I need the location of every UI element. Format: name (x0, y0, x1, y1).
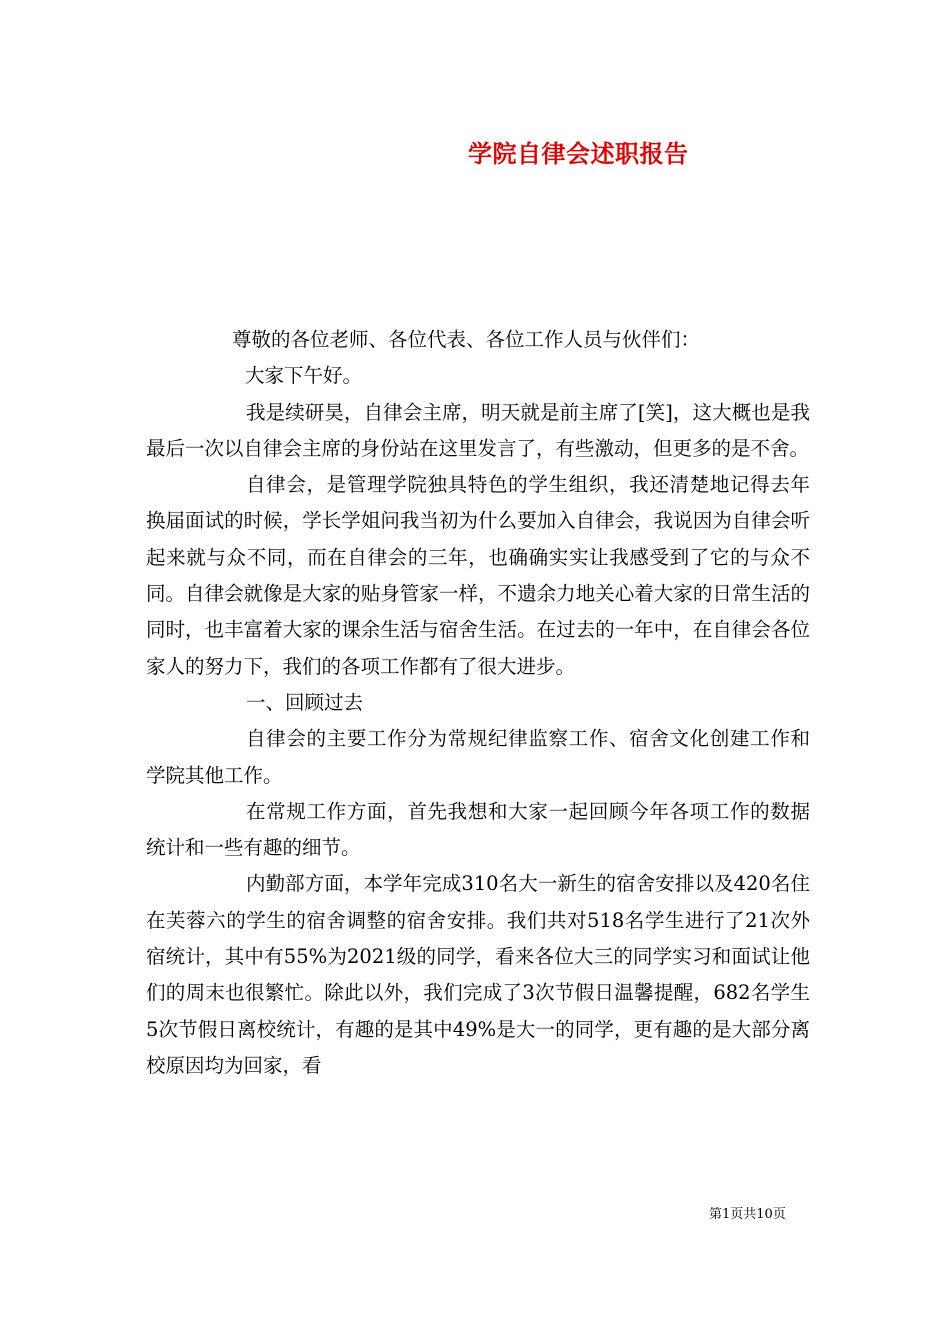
internal-affairs-paragraph: 内勤部方面，本学年完成310名大一新生的宿舍安排以及420名住在芙蓉六的学生的宿舍调整的宿舍安排。我们共对518名学生进行了21次外宿统计，其中有55%为2021级的同学，看来各位大三的同学实习和面试让他们的周末也很繁忙。除此以外，我们完成了3次节假日温馨提醒，682名学生5次节假日离校统计，有趣的是其中49%是大一的同学，更有趣的是大部分离校原因均为回家，看 (146, 872, 810, 1077)
page-number-footer: 第1页共10页 (709, 1207, 786, 1222)
salutation-paragraph: 尊敬的各位老师、各位代表、各位工作人员与伙伴们： (232, 328, 701, 351)
greeting-paragraph: 大家下午好。 (245, 364, 363, 388)
organization-paragraph: 自律会，是管理学院独具特色的学生组织，我还清楚地记得去年换届面试的时候，学长学姐问我当初为什么要加入自律会，我说因为自律会听起来就与众不同，而在自律会的三年，也确确实实让我感受到了它的与众不同。自律会就像是大家的贴身管家一样，不遗余力地关心着大家的日常生活的同时，也丰富着大家的课余生活与宿舍生活。在过去的一年中，在自律会各位家人的努力下，我们的各项工作都有了很大进步。 (146, 473, 810, 678)
intro-paragraph: 我是续研昊，自律会主席，明天就是前主席了[笑]，这大概也是我最后一次以自律会主席的身份站在这里发言了，有些激动，但更多的是不舍。 (146, 400, 810, 460)
document-body (146, 322, 810, 1084)
routine-work-paragraph: 在常规工作方面，首先我想和大家一起回顾今年各项工作的数据统计和一些有趣的细节。 (146, 799, 810, 860)
work-overview-paragraph: 自律会的主要工作分为常规纪律监察工作、宿舍文化创建工作和学院其他工作。 (146, 727, 810, 787)
section-heading: 一、回顾过去 (246, 690, 364, 714)
document-title: 学院自律会述职报告 (468, 140, 689, 168)
